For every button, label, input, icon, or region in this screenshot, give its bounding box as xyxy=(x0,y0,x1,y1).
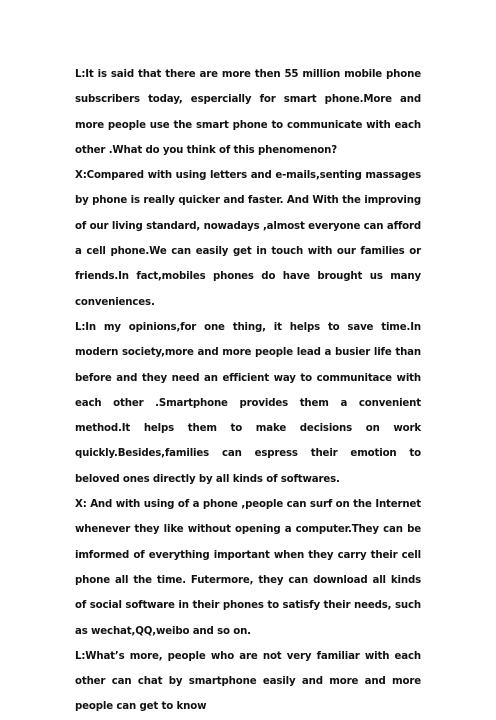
paragraph-2: X:Compared with using letters and e-mails,senting massages by phone is really quicker and faster. And With the improving of our living standard, nowadays ,almost everyone can afford a cell phone.We can easily get in touch with our families or friends.In fact,mobiles phones do have brought us many conveniences. xyxy=(75,170,421,308)
paragraph-4: X: And with using of a phone ,people can surf on the Internet whenever they like without opening a computer.They can be imformed of everything important when they carry their cell phone all the time. Futermore, they can download all kinds of social software in their phones to satisfy their needs, such as wechat,QQ,weibo and so on. xyxy=(75,499,421,637)
paragraph-5: L:What’s more, people who are not very familiar with each other can chat by smartphone easily and more and more people can get to know xyxy=(75,650,421,713)
paragraph-3: L:In my opinions,for one thing, it helps to save time.In modern society,more and more people lead a busier life than before and they need an efficient way to communitace with each other .Smartphone provides them a convenient method.It helps them to make decisions on work quickly.Besides,families can espress their emotion to beloved ones directly by all kinds of softwares. xyxy=(75,321,421,485)
paragraph-1: L:It is said that there are more then 55 million mobile phone subscribers today, espercially for smart phone.More and more people use the smart phone to communicate with each other .What do you think of this phenomenon? xyxy=(75,69,421,156)
document-body xyxy=(75,62,421,720)
